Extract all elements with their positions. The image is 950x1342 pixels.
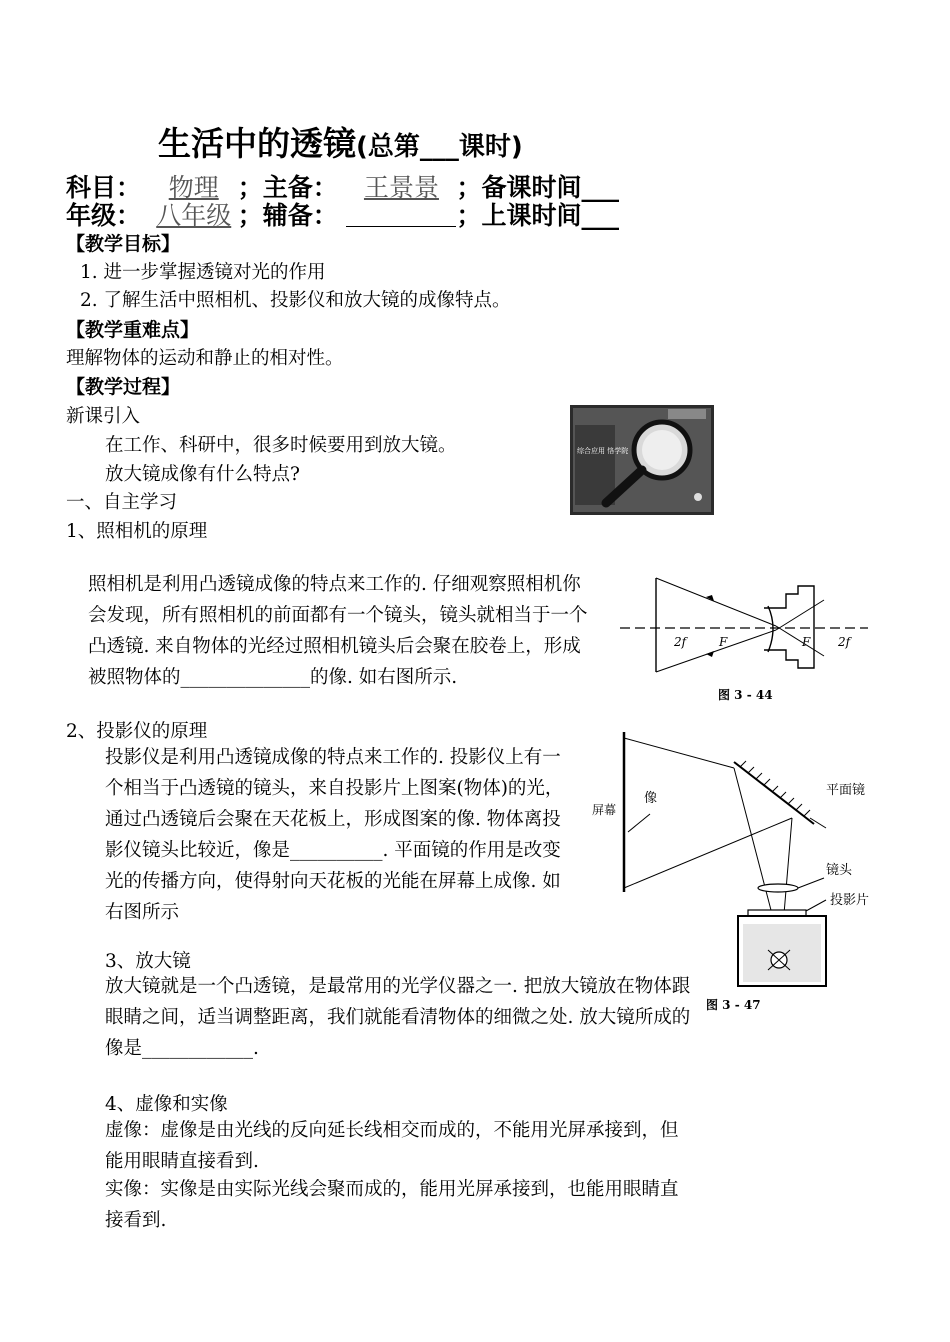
label-f-left: F (719, 635, 728, 649)
projector-heading: 2、投影仪的原理 (66, 721, 208, 742)
projector-text: 投影仪是利用凸透镜成像的特点来工作的. 投影仪上有一个相当于凸透镜的镜头，来自投影片上图案(物体)的光，通过凸透镜后会聚在天花板上，形成图案的像. 物体离投影仪镜头比较近，像是__________. 平面镜的作用是改变光的传播方向，使得射向天花板的光能在屏幕上成像. 如右图所示 (105, 747, 564, 923)
mirror-label: 平面镜 (826, 783, 866, 798)
lens-label: 镜头 (826, 863, 853, 878)
key-heading: 【教学重难点】 (66, 319, 200, 341)
label-f-right: F (802, 635, 811, 649)
intro-line-1: 在工作、科研中，很多时候要用到放大镜。 (105, 435, 457, 456)
figure-44-caption: 图 3 - 44 (718, 688, 773, 702)
lead-label: ；主备： (237, 173, 338, 202)
goals-heading: 【教学目标】 (66, 233, 181, 255)
meta-row-2 (66, 196, 619, 232)
grade-value: 八年级 (156, 201, 232, 230)
key-text: 理解物体的运动和静止的相对性。 (66, 348, 344, 369)
grade-label: 年级： (66, 201, 142, 230)
class-time: ；上课时间___ (456, 201, 619, 230)
virtual-text: 虚像：虚像是由光线的反向延长线相交而成的，不能用光屏承接到，但能用眼睛直接看到. (105, 1120, 679, 1172)
camera-text: 照相机是利用凸透镜成像的特点来工作的. 仔细观察照相机你会发现，所有照相机的前面都有一个镜头，镜头就相当于一个凸透镜. 来自物体的光经过照相机镜头后会聚在胶卷上，形成被照物体的______________的像. 如右图所示. (88, 574, 588, 688)
intro-heading: 新课引入 (66, 406, 141, 427)
label-2f-left: 2f (674, 635, 687, 649)
subject-value: 物理 (168, 173, 219, 202)
prep-time: ；备课时间___ (456, 173, 619, 202)
goal-1: 1. 进一步掌握透镜对光的作用 (80, 262, 326, 283)
camera-diagram (616, 568, 876, 708)
magnifier-text: 放大镜就是一个凸透镜，是最常用的光学仪器之一. 把放大镜放在物体跟眼睛之间，适当调整距离，我们就能看清物体的细微之处. 放大镜所成的像是____________. (105, 976, 691, 1059)
study-heading: 一、自主学习 (66, 492, 178, 513)
page-title (158, 118, 523, 165)
magnifier-heading: 3、放大镜 (105, 951, 191, 972)
image-label: 像 (644, 791, 658, 806)
camera-heading: 1、照相机的原理 (66, 521, 208, 542)
image-heading: 4、虚像和实像 (105, 1094, 228, 1115)
figure-47-caption: 图 3 - 47 (706, 998, 761, 1012)
real-text: 实像：实像是由实际光线会聚而成的，能用光屏承接到，也能用眼睛直接看到. (105, 1179, 679, 1231)
title-suffix: (总第___课时) (356, 132, 523, 162)
process-heading: 【教学过程】 (66, 376, 181, 398)
lead-value: 王景景 (363, 173, 439, 202)
screen-label: 屏幕 (592, 803, 617, 817)
assist-value (346, 204, 456, 227)
assist-label: ；辅备： (237, 201, 338, 230)
title-main: 生活中的透镜 (158, 124, 356, 163)
goal-2: 2. 了解生活中照相机、投影仪和放大镜的成像特点。 (80, 290, 511, 311)
magnifier-photo (570, 405, 714, 515)
intro-line-2: 放大镜成像有什么特点? (105, 464, 300, 485)
subject-label: 科目： (66, 173, 142, 202)
photo-caption: 综合应用 恪学院 (577, 447, 629, 455)
slide-label: 投影片 (830, 893, 870, 908)
label-2f-right: 2f (838, 635, 851, 649)
